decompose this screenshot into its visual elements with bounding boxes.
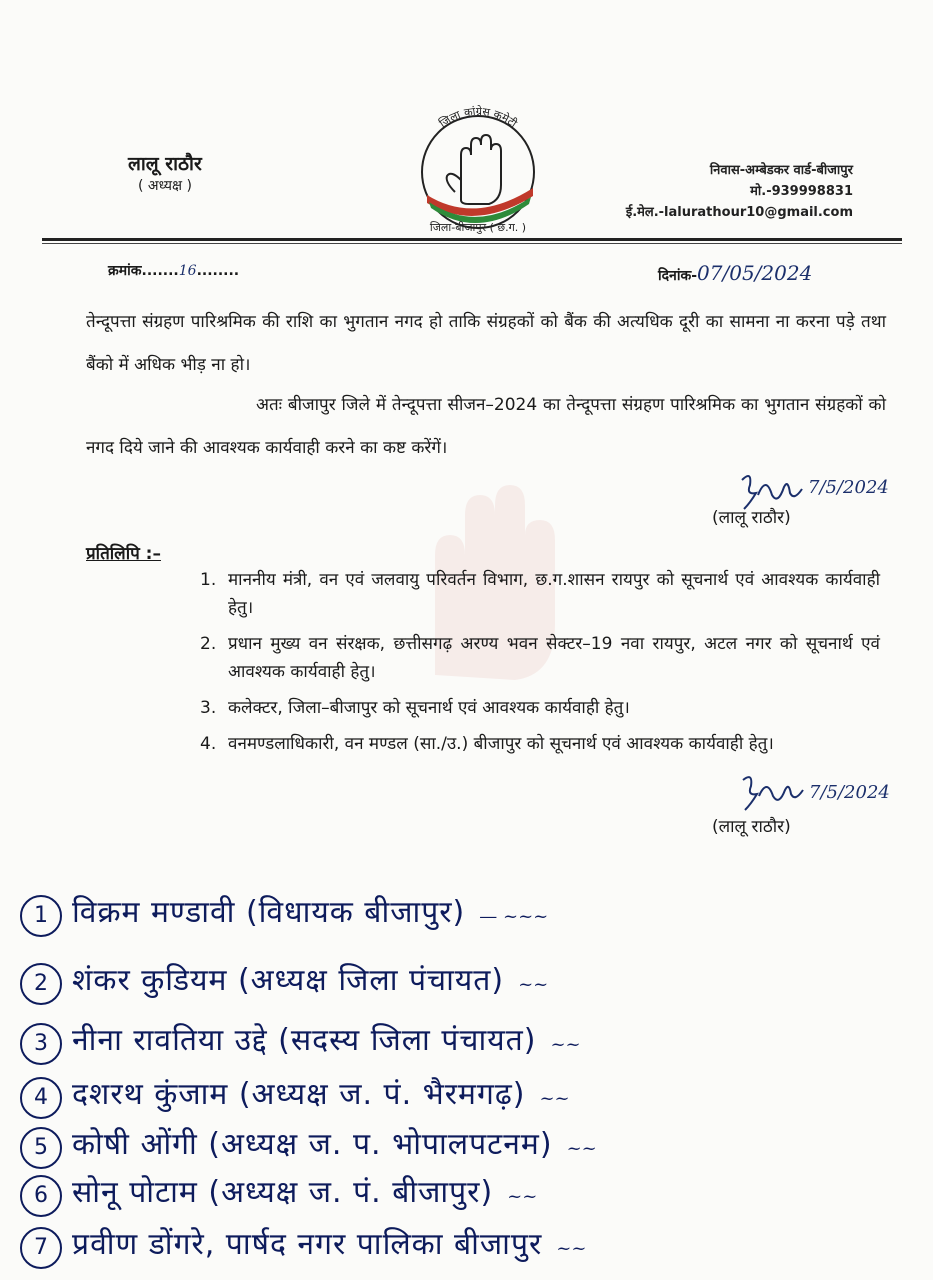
- logo-top-text: जिला कांग्रेस कमेटी: [436, 104, 520, 131]
- body-paragraph-1: तेन्दूपत्ता संग्रहण पारिश्रमिक की राशि का भुगतान नगद हो ताकि संग्रहकों को बैंक की अत्यधिक दूरी का सामना ना करना पड़े तथा बैंको में अधिक भीड़ ना हो।: [86, 312, 886, 375]
- handwritten-entry: 3 नीना रावतिया उद्दे (सदस्य जिला पंचायत) ~~: [20, 1018, 910, 1065]
- signature-2: [725, 770, 905, 820]
- logo-bottom-text: जिला-बीजापुर ( छ.ग. ): [429, 221, 527, 234]
- svg-text:जिला कांग्रेस कमेटी: [437, 105, 520, 130]
- list-item: 4. वनमण्डलाधिकारी, वन मण्डल (सा./उ.) बीजापुर को सूचनार्थ एवं आवश्यक कार्यवाही हेतु।: [200, 734, 774, 754]
- address: निवास-अम्बेडकर वार्ड-बीजापुर: [709, 163, 853, 178]
- reference-number: क्रमांक.......16........: [108, 263, 240, 279]
- handwritten-entry: 5 कोषी ओंगी (अध्यक्ष ज. प. भोपालपटनम) ~~: [20, 1122, 910, 1169]
- handwritten-entry: 6 सोनू पोटाम (अध्यक्ष ज. पं. बीजापुर) ~~: [20, 1170, 910, 1217]
- body-paragraph-2: अतः बीजापुर जिले में तेन्दूपत्ता सीजन–2024 का तेन्दूपत्ता संग्रहण पारिश्रमिक का भुगतान संग्रहकों को नगद दिये जाने की आवश्यक कार्यवाही करने का कष्ट करेंगें।: [86, 395, 886, 458]
- signatory-name-1: (लालू राठौर): [712, 508, 791, 528]
- list-item: 1. माननीय मंत्री, वन एवं जलवायु परिवर्तन विभाग, छ.ग.शासन रायपुर को सूचनार्थ एवं आवश्यक कार्यवाही हेतु।: [200, 570, 880, 618]
- dinank-value: 07/05/2024: [697, 261, 813, 285]
- date-line: [658, 261, 812, 285]
- handwritten-entry: 4 दशरथ कुंजाम (अध्यक्ष ज. पं. भैरमगढ़) ~~: [20, 1072, 910, 1119]
- congress-logo: [405, 100, 550, 240]
- dinank-label: दिनांक-: [658, 268, 698, 284]
- sender-name: लालू राठौर: [128, 153, 202, 175]
- copy-list: [200, 566, 880, 766]
- contact-block: [626, 160, 853, 223]
- signature-1-date: 7/5/2024: [808, 477, 889, 498]
- kramank-value: 16: [178, 263, 197, 279]
- sender-role: ( अध्यक्ष ): [138, 178, 192, 194]
- header-divider: [42, 238, 902, 241]
- copy-heading: प्रतिलिपि :–: [86, 544, 161, 564]
- handwritten-entry: 2 शंकर कुडियम (अध्यक्ष जिला पंचायत) ~~: [20, 958, 910, 1005]
- handwritten-entry: 1 विक्रम मण्डावी (विधायक बीजापुर) — ~~~: [20, 890, 910, 937]
- list-item: 3. कलेक्टर, जिला–बीजापुर को सूचनार्थ एवं आवश्यक कार्यवाही हेतु।: [200, 698, 630, 718]
- header-divider-thin: [42, 243, 902, 244]
- signatory-name-2: (लालू राठौर): [712, 817, 791, 837]
- handwritten-entry: 7 प्रवीण डोंगरे, पार्षद नगर पालिका बीजापुर ~~: [20, 1222, 910, 1269]
- kramank-label: क्रमांक: [108, 263, 142, 279]
- signature-2-date: 7/5/2024: [809, 782, 890, 803]
- list-item: 2. प्रधान मुख्य वन संरक्षक, छत्तीसगढ़ अरण्य भवन सेक्टर–19 नवा रायपुर, अटल नगर को सूचनार्थ एवं आवश्यक कार्यवाही हेतु।: [200, 634, 880, 682]
- email: ई.मेल.-lalurathour10@gmail.com: [625, 205, 853, 220]
- mobile: मो.-939998831: [750, 184, 853, 199]
